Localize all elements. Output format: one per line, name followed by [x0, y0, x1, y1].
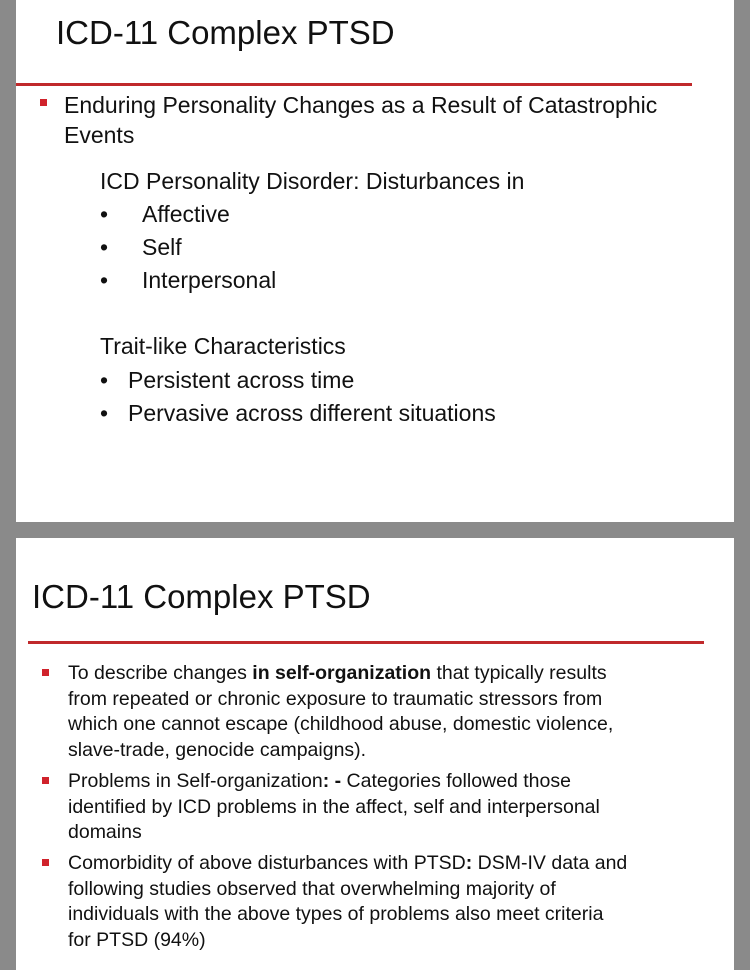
bullet-text-line: Problems in Self-organization: - Categories followed those — [68, 770, 571, 792]
bullet-dot-icon: • — [100, 234, 109, 260]
bullet-text-line: Comorbidity of above disturbances with PTSD: DSM-IV data and — [68, 852, 628, 874]
list-item: Pervasive across different situations — [128, 400, 496, 426]
bullet-square-icon — [40, 99, 47, 106]
bullet-dot-icon: • — [100, 367, 109, 393]
bullet-dot-icon: • — [100, 400, 109, 426]
section-heading: ICD Personality Disorder: Disturbances in — [100, 168, 525, 194]
title-underline — [16, 83, 692, 86]
list-item: Self — [142, 234, 182, 260]
bullet-text-line: Events — [64, 122, 135, 148]
bullet-text-line: slave-trade, genocide campaigns). — [68, 738, 367, 761]
bullet-text-line: individuals with the above types of problems also meet criteria — [68, 903, 604, 925]
bullet-dot-icon: • — [100, 201, 109, 227]
slide-1-title: ICD-11 Complex PTSD — [56, 14, 395, 51]
slide-2 — [16, 538, 734, 970]
bullet-text-line: domains — [68, 821, 142, 843]
bullet-text-line: To describe changes in self-organization that typically results — [68, 662, 607, 684]
section-heading: Trait-like Characteristics — [100, 333, 346, 359]
title-underline — [28, 641, 704, 644]
bullet-square-icon — [42, 669, 49, 676]
slide-2-title: ICD-11 Complex PTSD — [32, 578, 371, 615]
bullet-text-line: following studies observed that overwhelming majority of — [68, 877, 556, 900]
bullet-dot-icon: • — [100, 267, 109, 293]
list-item: Interpersonal — [142, 267, 277, 293]
list-item: Persistent across time — [128, 367, 355, 393]
bullet-text-line: which one cannot escape (childhood abuse, domestic violence, — [68, 713, 614, 735]
slide-1 — [16, 0, 734, 522]
bullet-text-line: identified by ICD problems in the affect, self and interpersonal — [68, 795, 600, 818]
list-item: Affective — [142, 201, 230, 227]
bullet-text-line: Enduring Personality Changes as a Result of Catastrophic — [64, 92, 658, 118]
bullet-text-line: for PTSD (94%) — [68, 928, 206, 951]
bullet-square-icon — [42, 777, 49, 784]
bullet-square-icon — [42, 859, 49, 866]
bullet-text-line: from repeated or chronic exposure to traumatic stressors from — [68, 687, 603, 710]
